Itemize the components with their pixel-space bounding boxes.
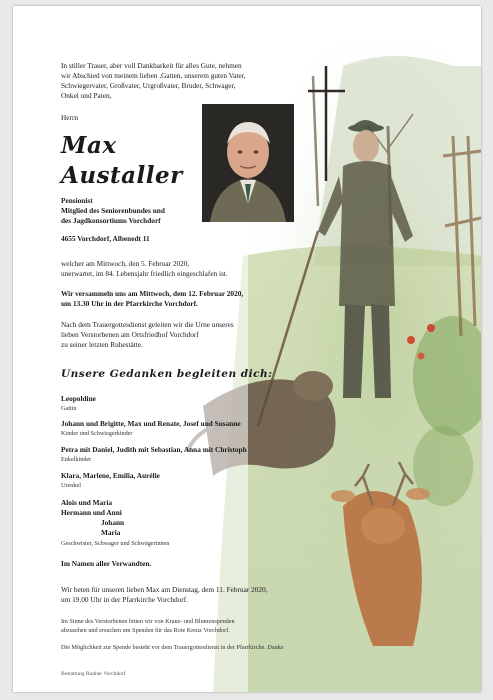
title-line: Mitglied des Seniorenbundes und bbox=[61, 206, 165, 215]
urn-line: lieben Verstorbenen am Ortsfriedhof Vorchdorf bbox=[61, 330, 199, 339]
thoughts-heading: Unsere Gedanken begleiten dich: bbox=[61, 368, 273, 380]
family-role: Enkelkinder bbox=[61, 456, 92, 463]
family-names: Klara, Marlene, Emilia, Aurélie bbox=[61, 471, 160, 480]
title-line: Pensionist bbox=[61, 196, 93, 205]
siblings-line: Alois und Maria bbox=[61, 498, 113, 507]
first-name: Max bbox=[61, 132, 117, 159]
intro-line: Schwiegervater, Großvater, Urgroßvater, Bruder, Schwager, bbox=[61, 81, 236, 90]
last-name: Austaller bbox=[61, 162, 183, 189]
salutation: Herrn bbox=[61, 113, 79, 122]
gathering-line: um 13.30 Uhr in der Pfarrkirche Vorchdorf. bbox=[61, 299, 198, 308]
urn-line: zu seiner letzten Ruhestätte. bbox=[61, 340, 143, 349]
siblings-role: Geschwister, Schwager und Schwägerinnen bbox=[61, 540, 170, 547]
obituary-page bbox=[13, 6, 481, 692]
death-line: unerwartet, im 84. Lebensjahr friedlich eingeschlafen ist. bbox=[61, 269, 228, 278]
footer-credit: Bestattung Rudner Vorchdorf bbox=[61, 671, 126, 677]
family-names: Johann und Brigitte, Max und Renate, Josef und Susanne bbox=[61, 419, 241, 428]
siblings-line: Johann bbox=[101, 518, 125, 527]
family-role: Urenkel bbox=[61, 482, 81, 489]
prayer-line: um 19.00 Uhr in der Pfarrkirche Vorchdorf. bbox=[61, 595, 188, 604]
prayer-line: Wir beten für unseren lieben Max am Dienstag, dem 11. Februar 2020, bbox=[61, 585, 268, 594]
donation-line: Die Möglichkeit zur Spende besteht vor dem Trauergottesdienst in der Pfarrkirche. Danke bbox=[61, 644, 284, 651]
family-names: Petra mit Daniel, Judith mit Sebastian, Anna mit Christoph bbox=[61, 445, 247, 454]
address: 4655 Vorchdorf, Albenedt 11 bbox=[61, 234, 150, 243]
death-line: welcher am Mittwoch, den 5. Februar 2020, bbox=[61, 259, 190, 268]
intro-line: Onkel und Paten, bbox=[61, 91, 112, 100]
all-relatives: Im Namen aller Verwandten. bbox=[61, 559, 152, 568]
gathering-line: Wir versammeln uns am Mittwoch, dem 12. Februar 2020, bbox=[61, 289, 244, 298]
intro-line: wir Abschied von meinem lieben ,Gatten, unserem guten Vater, bbox=[61, 71, 246, 80]
title-line: des Jagdkonsortiums Vorchdorf bbox=[61, 216, 161, 225]
siblings-line: Hermann und Anni bbox=[61, 508, 122, 517]
urn-line: Nach dem Trauergottesdienst geleiten wir die Urne unseres bbox=[61, 320, 234, 329]
intro-line: In stiller Trauer, aber voll Dankbarkeit für alles Gute, nehmen bbox=[61, 61, 242, 70]
donation-line: Im Sinne des Verstorbenen bitten wir von Kranz- und Blumenspenden bbox=[61, 618, 235, 625]
siblings-line: Maria bbox=[101, 528, 121, 537]
donation-line: abzusehen und ersuchen um Spenden für das Rote Kreuz Vorchdorf. bbox=[61, 627, 230, 634]
family-names: Leopoldine bbox=[61, 394, 96, 403]
family-role: Kinder und Schwiegerkinder bbox=[61, 430, 133, 437]
portrait-photo bbox=[202, 104, 294, 222]
family-role: Gattin bbox=[61, 405, 77, 412]
